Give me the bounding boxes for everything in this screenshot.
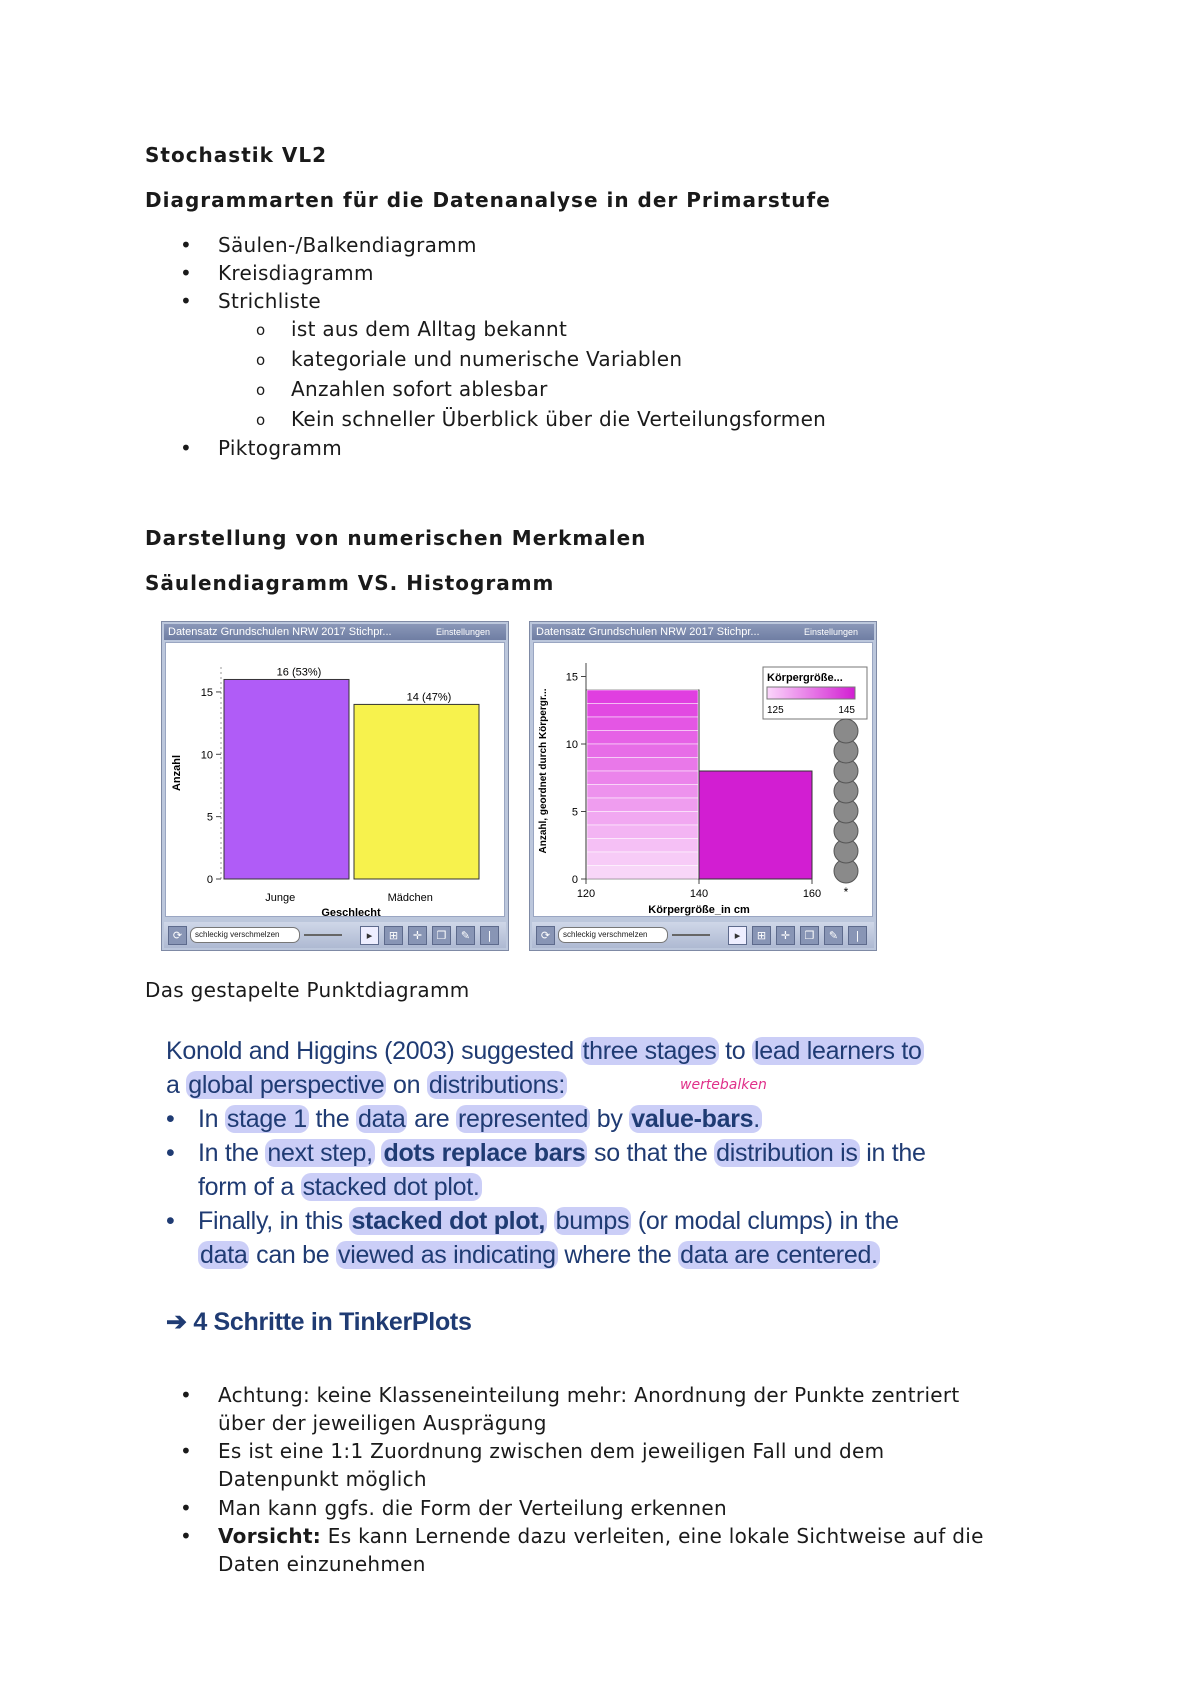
x-axis-label: Geschlecht — [321, 907, 381, 916]
bullet-icon: • — [180, 1524, 192, 1548]
list-item: Achtung: keine Klasseneinteilung mehr: Anordnung der Punkte zentriert — [218, 1383, 960, 1407]
list-item: Kreisdiagramm — [218, 261, 374, 285]
histogram-chart — [534, 643, 872, 916]
histogram-stack-segment — [587, 717, 698, 731]
y-tick-label: 15 — [200, 686, 213, 699]
histogram-stack-segment — [587, 771, 698, 785]
pin-icon[interactable]: ✛ — [776, 926, 795, 945]
settings-menu[interactable]: Einstellungen — [435, 627, 490, 637]
arrow-heading — [166, 1307, 472, 1337]
x-category-label: Mädchen — [387, 892, 433, 904]
legend-title: Körpergröße... — [767, 672, 843, 684]
bullet-icon: • — [180, 1439, 192, 1463]
pencil-icon[interactable]: ✎ — [824, 926, 843, 945]
quote-line — [198, 1105, 762, 1134]
list-item-continuation: Daten einzunehmen — [218, 1552, 426, 1576]
bullet-icon: • — [166, 1207, 175, 1235]
quote-text: a global perspective on distributions: — [166, 1071, 566, 1099]
play-icon[interactable]: ▸ — [728, 926, 747, 945]
list-item: Strichliste — [218, 289, 321, 313]
quote-line — [166, 1071, 567, 1100]
histogram-stack-segment — [587, 812, 698, 826]
quote-text: In stage 1 the data are represented by value-bars. — [198, 1105, 760, 1133]
legend-max-label: 145 — [838, 705, 855, 716]
scale-icon[interactable]: ⊞ — [752, 926, 771, 945]
list-item-continuation: Datenpunkt möglich — [218, 1467, 427, 1491]
warning-label: Vorsicht: — [218, 1524, 322, 1548]
histogram-stack-segment — [587, 744, 698, 758]
y-tick-label: 0 — [571, 874, 578, 886]
arrow-right-icon: ➔ — [166, 1308, 187, 1336]
y-tick-label: 0 — [206, 874, 213, 886]
legend-min-label: 125 — [767, 705, 784, 716]
section-heading-diagrammarten: Diagrammarten für die Datenanalyse in der Primarstufe — [145, 188, 831, 212]
asterisk-icon: * — [843, 885, 849, 899]
histogram-stack-segment — [587, 785, 698, 799]
bullet-icon: • — [166, 1139, 175, 1167]
list-item: Piktogramm — [218, 436, 342, 460]
bullet-icon: • — [180, 261, 192, 285]
tinkerplots-window-bar-chart — [161, 621, 509, 951]
warning-text: Es kann Lernende dazu verleiten, eine lokale Sichtweise auf die — [327, 1524, 984, 1548]
quote-text: data can be viewed as indicating where the data are centered. — [200, 1241, 878, 1269]
plot-area — [165, 642, 505, 917]
circle-bullet-icon: o — [256, 411, 266, 429]
section-heading-numerische-merkmale: Darstellung von numerischen Merkmalen — [145, 526, 647, 550]
bar-data-label: 16 (53%) — [276, 666, 322, 679]
histogram-stack-segment — [587, 852, 698, 866]
bullet-icon: • — [166, 1105, 175, 1133]
quote-text: Finally, in this stacked dot plot, bumps (or modal clumps) in the — [198, 1207, 899, 1235]
window-title: Datensatz Grundschulen NRW 2017 Stichpr... — [168, 626, 392, 638]
bar-data-label: 14 (47%) — [406, 691, 452, 704]
histogram-bar — [699, 771, 812, 879]
x-tick-label: 140 — [689, 888, 709, 900]
x-tick-label: 120 — [576, 888, 596, 900]
quote-text: Konold and Higgins (2003) suggested three stages to lead learners to — [166, 1037, 922, 1065]
y-tick-label: 5 — [206, 811, 213, 824]
list-item — [218, 1524, 984, 1548]
quote-text: In the next step, dots replace bars so that the distribution is in the — [198, 1139, 926, 1167]
histogram-stack-segment — [587, 825, 698, 839]
quote-line — [198, 1139, 926, 1168]
window-title: Datensatz Grundschulen NRW 2017 Stichpr... — [536, 626, 760, 638]
list-subitem: kategoriale und numerische Variablen — [291, 347, 683, 371]
section-subheading-histogramm: Säulendiagramm VS. Histogramm — [145, 571, 555, 595]
y-tick-label: 5 — [571, 806, 578, 819]
y-tick-label: 10 — [200, 749, 213, 762]
list-subitem: ist aus dem Alltag bekannt — [291, 317, 568, 341]
window-titlebar — [164, 624, 506, 640]
bar-chart — [166, 643, 504, 916]
histogram-stack-segment — [587, 866, 698, 880]
mode-select[interactable]: schleckig verschmelzen — [558, 927, 668, 943]
plot-area — [533, 642, 873, 917]
y-axis-label: Anzahl — [171, 754, 183, 792]
copy-icon[interactable]: ❐ — [432, 926, 451, 945]
quote-text: form of a stacked dot plot. — [198, 1173, 480, 1201]
scale-icon[interactable]: ⊞ — [384, 926, 403, 945]
quote-line — [198, 1241, 880, 1270]
histogram-stack-segment — [587, 731, 698, 745]
list-item: Man kann ggfs. die Form der Verteilung erkennen — [218, 1496, 727, 1520]
tinkerplots-toolbar — [532, 922, 874, 948]
bullet-icon: • — [180, 1496, 192, 1520]
tinkerplots-toolbar — [164, 922, 506, 948]
quote-line — [198, 1173, 482, 1202]
pencil-icon[interactable]: ✎ — [456, 926, 475, 945]
list-subitem: Anzahlen sofort ablesbar — [291, 377, 548, 401]
list-item: Es ist eine 1:1 Zuordnung zwischen dem jeweiligen Fall und dem — [218, 1439, 885, 1463]
list-item-continuation: über der jeweiligen Ausprägung — [218, 1411, 547, 1435]
section-heading-punktdiagramm: Das gestapelte Punktdiagramm — [145, 978, 470, 1002]
list-subitem: Kein schneller Überblick über die Verteilungsformen — [291, 407, 827, 431]
tinkerplots-window-histogram — [529, 621, 877, 951]
circle-bullet-icon: o — [256, 351, 266, 369]
y-tick-label: 15 — [565, 671, 578, 684]
x-tick-label: 160 — [802, 888, 822, 900]
list-item: Säulen-/Balkendiagramm — [218, 233, 477, 257]
document-title: Stochastik VL2 — [145, 143, 328, 167]
refresh-icon[interactable]: ⟳ — [536, 926, 555, 945]
legend-gradient — [767, 687, 855, 699]
y-axis-label: Anzahl, geordnet durch Körpergr... — [538, 688, 549, 854]
handwritten-note: wertebalken — [680, 1077, 767, 1093]
y-tick-label: 10 — [565, 739, 578, 751]
x-axis-label: Körpergröße_in cm — [648, 904, 750, 916]
bullet-icon: • — [180, 436, 192, 460]
quote-line — [198, 1207, 899, 1236]
bullet-icon: • — [180, 289, 192, 313]
pin-icon[interactable]: ✛ — [408, 926, 427, 945]
histogram-stack-segment — [587, 839, 698, 853]
histogram-stack-segment — [587, 758, 698, 772]
zoom-slider[interactable] — [304, 934, 342, 936]
play-icon[interactable]: ▸ — [360, 926, 379, 945]
zoom-slider[interactable] — [672, 934, 710, 936]
bullet-icon: • — [180, 1383, 192, 1407]
window-titlebar — [532, 624, 874, 640]
bar — [224, 679, 349, 879]
case-dot — [834, 719, 858, 743]
histogram-stack-segment — [587, 798, 698, 812]
bullet-icon: • — [180, 233, 192, 257]
quote-line — [166, 1037, 924, 1066]
settings-menu[interactable]: Einstellungen — [803, 627, 858, 637]
mode-select[interactable]: schleckig verschmelzen — [190, 927, 300, 943]
divider-icon[interactable]: | — [848, 926, 867, 945]
arrow-heading-text: 4 Schritte in TinkerPlots — [193, 1308, 472, 1336]
histogram-stack-segment — [587, 690, 698, 704]
x-category-label: Junge — [265, 892, 296, 904]
refresh-icon[interactable]: ⟳ — [168, 926, 187, 945]
circle-bullet-icon: o — [256, 381, 266, 399]
divider-icon[interactable]: | — [480, 926, 499, 945]
histogram-stack-segment — [587, 704, 698, 718]
circle-bullet-icon: o — [256, 321, 266, 339]
bar — [354, 704, 479, 879]
copy-icon[interactable]: ❐ — [800, 926, 819, 945]
